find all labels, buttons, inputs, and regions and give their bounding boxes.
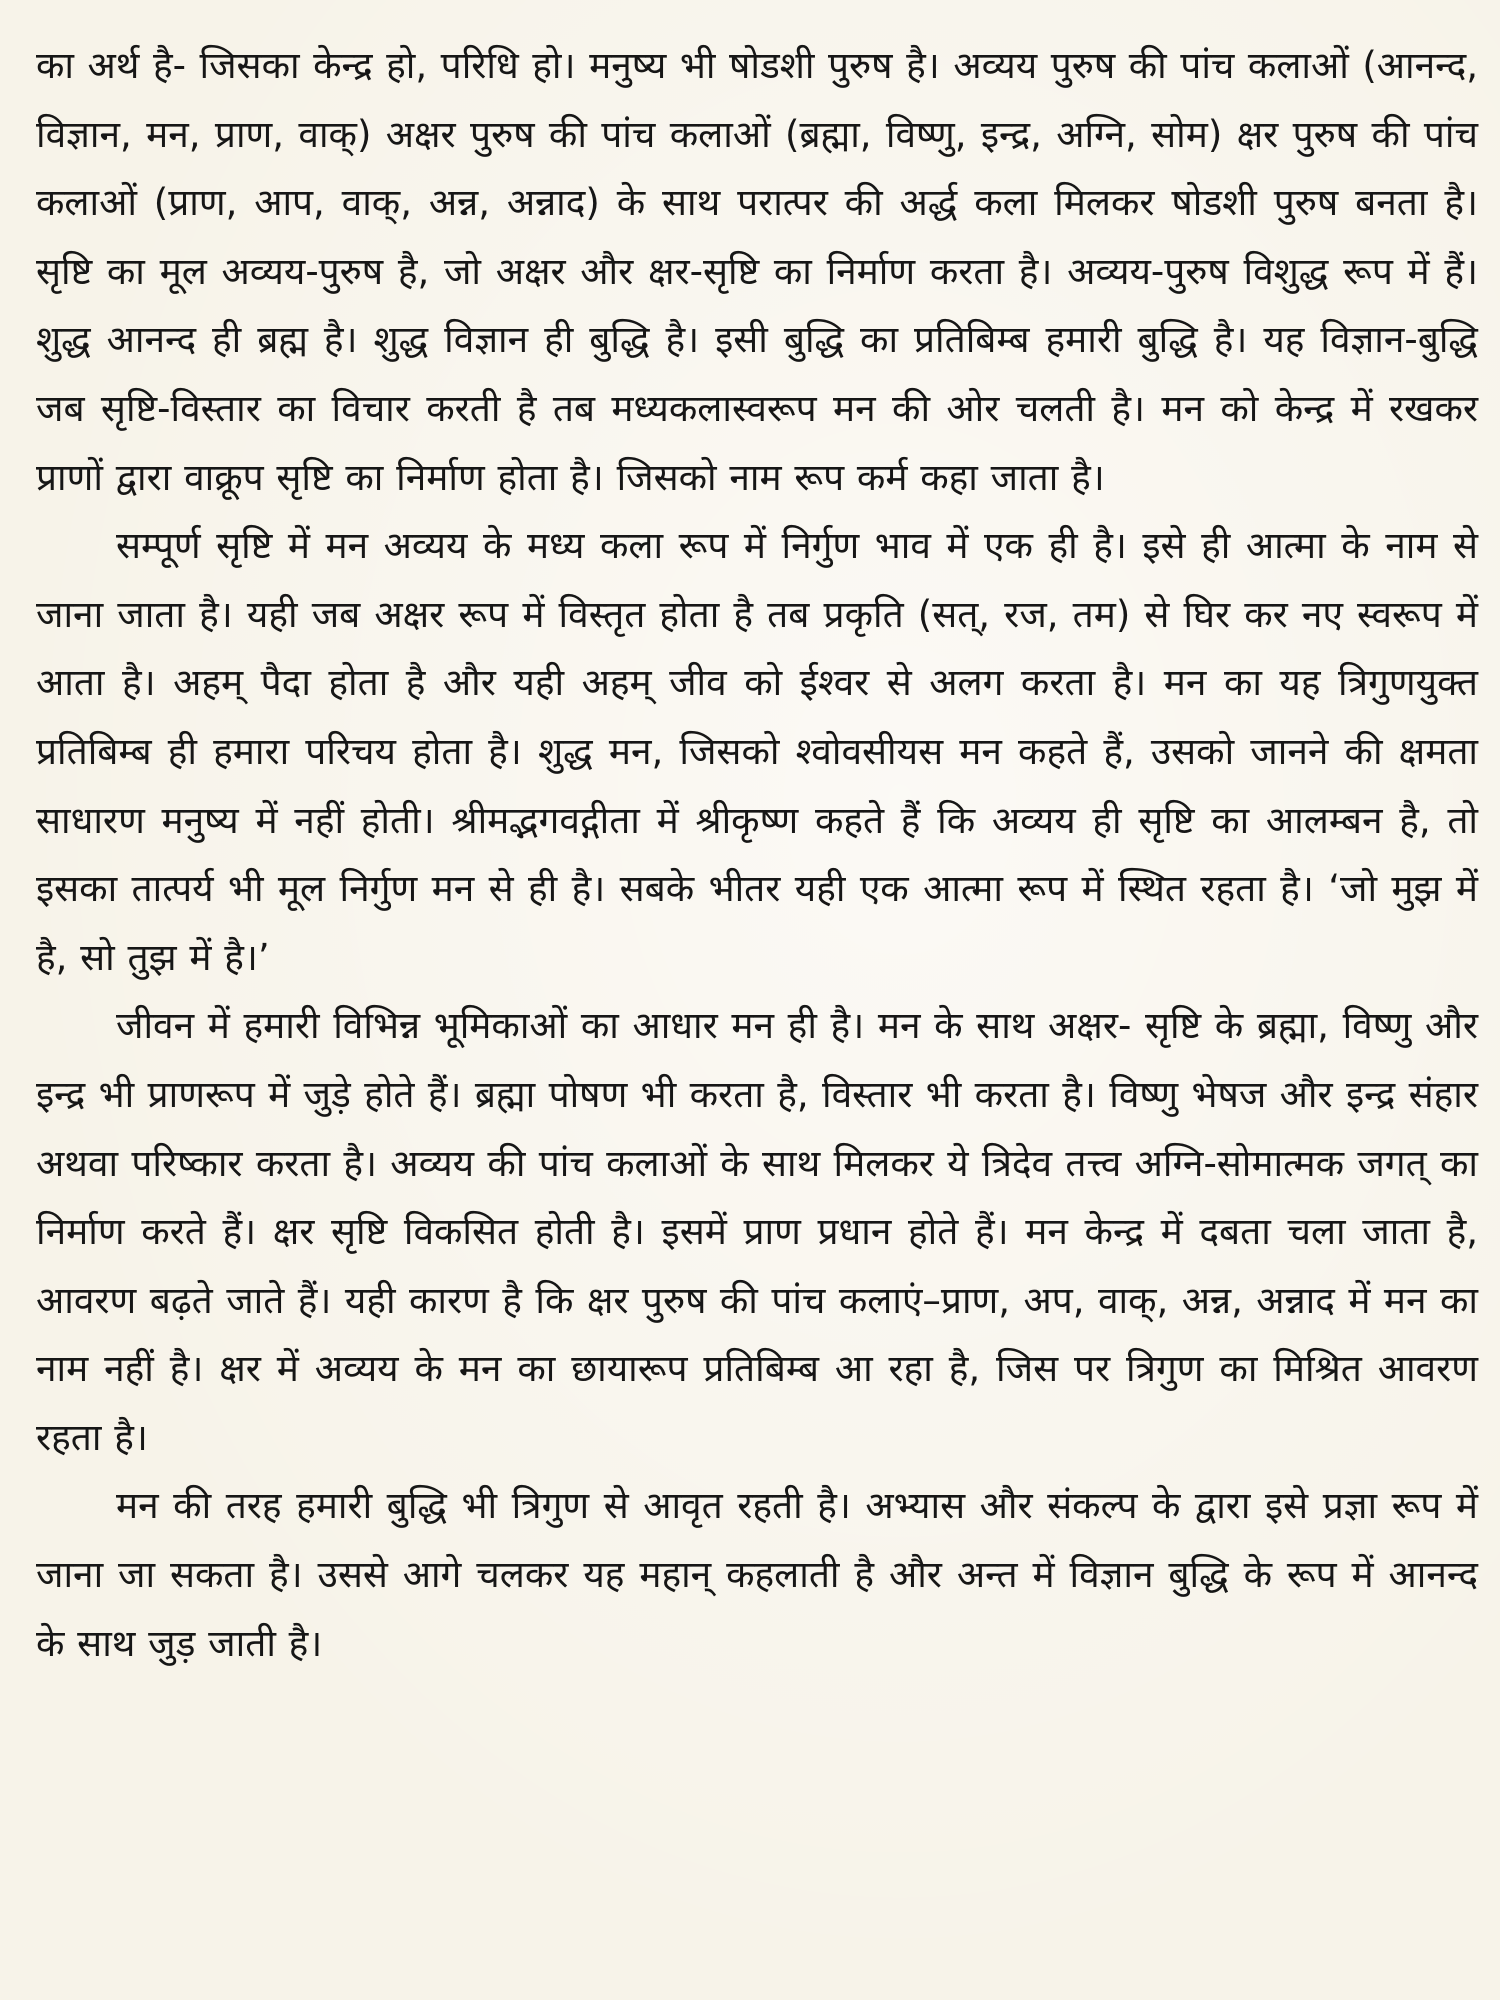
paragraph-2: सम्पूर्ण सृष्टि में मन अव्यय के मध्य कला रूप में निर्गुण भाव में एक ही है। इसे ही आत्मा के नाम से जाना जाता है। यही जब अक्षर रूप में विस्तृत होता है तब प्रकृति (सत्, रज, तम) से घिर कर नए स्वरूप में आता है। अहम् पैदा होता है और यही अहम् जीव को ईश्वर से अलग करता है। मन का यह त्रिगुणयुक्त प्रतिबिम्ब ही हमारा परिचय होता है। शुद्ध मन, जिसको श्वोवसीयस मन कहते हैं, उसको जानने की क्षमता साधारण मनुष्य में नहीं होती। श्रीमद्भगवद्गीता में श्रीकृष्ण कहते हैं कि अव्यय ही सृष्टि का आलम्बन है, तो इसका तात्पर्य भी मूल निर्गुण मन से ही है। सबके भीतर यही एक आत्मा रूप में स्थित रहता है। ‘जो मुझ में है, सो तुझ में है।’ xyxy=(36,524,1478,979)
paragraph-1: का अर्थ है- जिसका केन्द्र हो, परिधि हो। मनुष्य भी षोडशी पुरुष है। अव्यय पुरुष की पांच कलाओं (आनन्द, विज्ञान, मन, प्राण, वाक्) अक्षर पुरुष की पांच कलाओं (ब्रह्मा, विष्णु, इन्द्र, अग्नि, सोम) क्षर पुरुष की पांच कलाओं (प्राण, आप, वाक्, अन्न, अन्नाद) के साथ परात्पर की अर्द्ध कला मिलकर षोडशी पुरुष बनता है। सृष्टि का मूल अव्यय-पुरुष है, जो अक्षर और क्षर-सृष्टि का निर्माण करता है। अव्यय-पुरुष विशुद्ध रूप में हैं। शुद्ध आनन्द ही ब्रह्म है। शुद्ध विज्ञान ही बुद्धि है। इसी बुद्धि का प्रतिबिम्ब हमारी बुद्धि है। यह विज्ञान-बुद्धि जब सृष्टि-विस्तार का विचार करती है तब मध्यकलास्वरूप मन की ओर चलती है। मन को केन्द्र में रखकर प्राणों द्वारा वाक्रूप सृष्टि का निर्माण होता है। जिसको नाम रूप कर्म कहा जाता है। xyxy=(36,44,1478,499)
paragraph-4: मन की तरह हमारी बुद्धि भी त्रिगुण से आवृत रहती है। अभ्यास और संकल्प के द्वारा इसे प्रज्ञा रूप में जाना जा सकता है। उससे आगे चलकर यह महान् कहलाती है और अन्त में विज्ञान बुद्धि के रूप में आनन्द के साथ जुड़ जाती है। xyxy=(36,1484,1478,1665)
paragraph-3: जीवन में हमारी विभिन्न भूमिकाओं का आधार मन ही है। मन के साथ अक्षर- सृष्टि के ब्रह्मा, विष्णु और इन्द्र भी प्राणरूप में जुड़े होते हैं। ब्रह्मा पोषण भी करता है, विस्तार भी करता है। विष्णु भेषज और इन्द्र संहार अथवा परिष्कार करता है। अव्यय की पांच कलाओं के साथ मिलकर ये त्रिदेव तत्त्व अग्नि-सोमात्मक जगत् का निर्माण करते हैं। क्षर सृष्टि विकसित होती है। इसमें प्राण प्रधान होते हैं। मन केन्द्र में दबता चला जाता है, आवरण बढ़ते जाते हैं। यही कारण है कि क्षर पुरुष की पांच कलाएं–प्राण, अप, वाक्, अन्न, अन्नाद में मन का नाम नहीं है। क्षर में अव्यय के मन का छायारूप प्रतिबिम्ब आ रहा है, जिस पर त्रिगुण का मिश्रित आवरण रहता है। xyxy=(36,1004,1478,1459)
